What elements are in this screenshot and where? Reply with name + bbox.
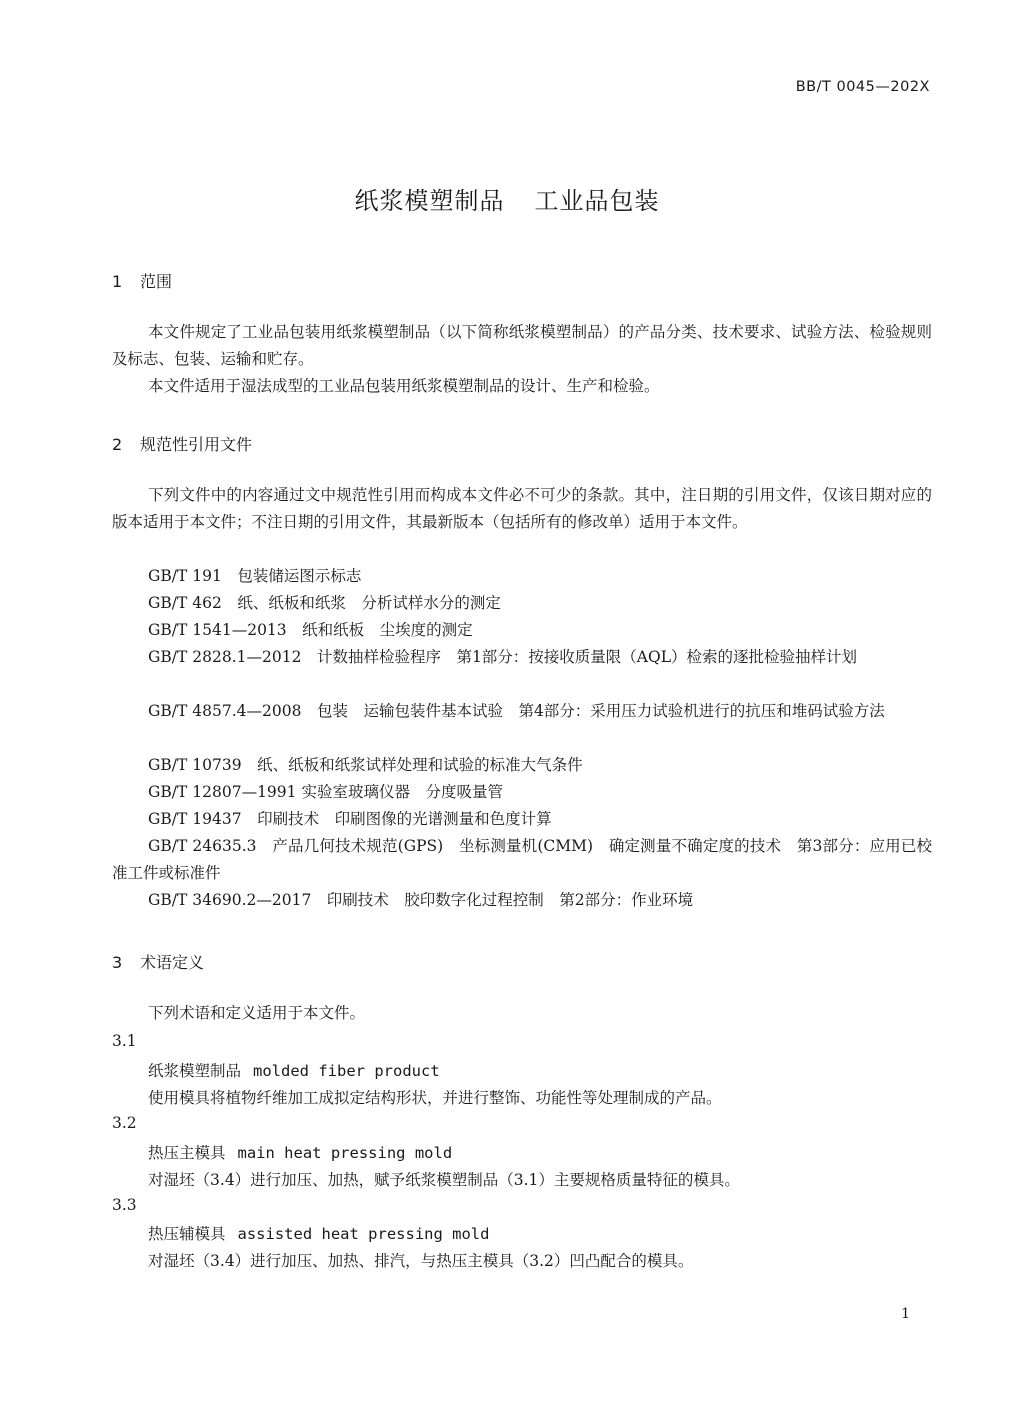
term-entry (148, 1141, 452, 1163)
reference-item: GB/T 2828.1—2012 计数抽样检验程序 第1部分：按接收质量限（AQL）检索的逐批检验抽样计划 (148, 648, 857, 666)
term-en: assisted heat pressing mold (237, 1225, 490, 1243)
section-title: 术语定义 (140, 953, 205, 972)
section-title: 范围 (140, 272, 173, 291)
term-zh: 热压主模具 (148, 1144, 226, 1162)
reference-item: GB/T 34690.2—2017 印刷技术 胶印数字化过程控制 第2部分：作业环境 (148, 891, 694, 909)
document-title (0, 181, 1014, 216)
reference-item: GB/T 1541—2013 纸和纸板 尘埃度的测定 (148, 621, 473, 639)
reference-item: GB/T 12807—1991 实验室玻璃仪器 分度吸量管 (148, 783, 503, 801)
section-heading-scope (112, 269, 172, 292)
normative-intro: 下列文件中的内容通过文中规范性引用而构成本文件必不可少的条款。其中，注日期的引用文件，仅该日期对应的版本适用于本文件；不注日期的引用文件，其最新版本（包括所有的修改单）适用于本文件。 (112, 486, 932, 531)
section-number: 3 (112, 953, 123, 972)
reference-item: GB/T 4857.4—2008 包装 运输包装件基本试验 第4部分：采用压力试验机进行的抗压和堆码试验方法 (148, 702, 885, 720)
term-crossref: 纸浆模塑制品 (405, 1171, 499, 1189)
term-zh: 纸浆模塑制品 (148, 1062, 242, 1080)
term-definition: 对湿坯（3.4）进行加压、加热，赋予纸浆模塑制品（3.1）主要规格质量特征的模具。 (148, 1171, 740, 1189)
term-entry (148, 1222, 489, 1244)
term-definition: 使用模具将植物纤维加工成拟定结构形状，并进行整饰、功能性等处理制成的产品。 (148, 1089, 722, 1107)
section-number: 2 (112, 435, 123, 454)
scope-paragraph-2: 本文件适用于湿法成型的工业品包装用纸浆模塑制品的设计、生产和检验。 (148, 377, 660, 395)
section-title: 规范性引用文件 (140, 435, 253, 454)
reference-item: GB/T 191 包装储运图示标志 (148, 567, 362, 585)
term-en: main heat pressing mold (237, 1144, 453, 1162)
terms-intro: 下列术语和定义适用于本文件。 (148, 1004, 366, 1022)
section-number: 1 (112, 272, 123, 291)
term-entry (148, 1059, 440, 1081)
term-crossref: 湿坯 (163, 1252, 195, 1270)
scope-paragraph-1: 本文件规定了工业品包装用纸浆模塑制品（以下简称纸浆模塑制品）的产品分类、技术要求、试验方法、检验规则及标志、包装、运输和贮存。 (112, 323, 932, 368)
term-crossref: 热压主模具 (436, 1252, 514, 1270)
reference-item: GB/T 462 纸、纸板和纸浆 分析试样水分的测定 (148, 594, 501, 612)
section-heading-normative (112, 432, 252, 455)
term-zh: 热压辅模具 (148, 1225, 226, 1243)
clause-number: 3.3 (112, 1196, 137, 1214)
term-definition: 对湿坯（3.4）进行加压、加热、排汽，与热压主模具（3.2）凹凸配合的模具。 (148, 1252, 694, 1270)
title-part-2: 工业品包装 (534, 187, 660, 215)
term-crossref: 湿坯 (163, 1171, 195, 1189)
page-number: 1 (901, 1306, 910, 1322)
section-heading-terms (112, 950, 204, 973)
reference-item: GB/T 10739 纸、纸板和纸浆试样处理和试验的标准大气条件 (148, 756, 583, 774)
reference-item: GB/T 19437 印刷技术 印刷图像的光谱测量和色度计算 (148, 810, 552, 828)
standard-number: BB/T 0045—202X (795, 79, 930, 95)
clause-number: 3.2 (112, 1114, 137, 1132)
term-en: molded fiber product (253, 1062, 440, 1080)
clause-number: 3.1 (112, 1032, 137, 1050)
reference-item: GB/T 24635.3 产品几何技术规范(GPS) 坐标测量机(CMM) 确定测量不确定度的技术 第3部分：应用已校准工件或标准件 (112, 837, 932, 882)
title-part-1: 纸浆模塑制品 (354, 187, 505, 215)
